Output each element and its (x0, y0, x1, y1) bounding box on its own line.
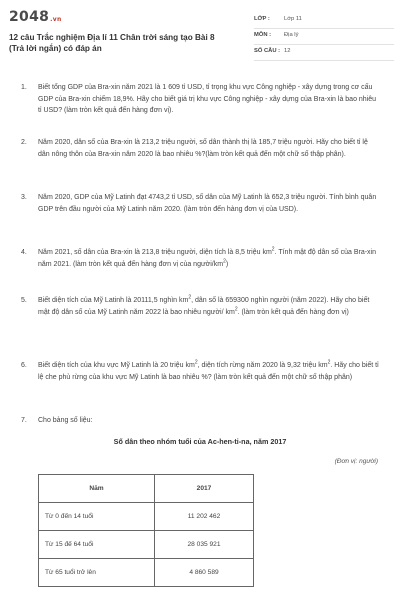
question-number: 2. (21, 139, 27, 146)
table-cell-value: 11 202 462 (155, 503, 254, 531)
meta-row-class (254, 13, 394, 29)
question-6 (21, 360, 381, 383)
meta-value: 12 (284, 48, 291, 54)
table-cell-value: 4 860 589 (155, 559, 254, 587)
question-number: 4. (21, 249, 27, 256)
question-text: Biết diện tích của Mỹ Latinh là 20111,5 nghìn $km^2$, dân số là 659300 nghìn người (năm 2022). Hãy cho biết mật độ dân số của Mỹ Latinh năm 2022 là bao nhiêu người/ $km^2$. (làm tròn kết quả đến hàng đơn vị) (38, 294, 370, 316)
question-1 (21, 82, 381, 117)
question-number: 1. (21, 84, 27, 91)
meta-value: Địa lý (284, 32, 299, 38)
table-row (39, 503, 254, 531)
table-title: Số dân theo nhóm tuổi của Ac-hen-ti-na, năm 2017 (113, 437, 287, 446)
meta-row-question-count (254, 45, 394, 61)
question-7 (21, 415, 381, 427)
table-header-cell: 2017 (155, 475, 254, 503)
table-header-row (39, 475, 254, 503)
meta-key: SỐ CÂU : (254, 48, 281, 54)
question-5 (21, 295, 381, 318)
table-header-cell: Năm (39, 475, 155, 503)
question-text: Cho bảng số liệu: (38, 417, 93, 424)
table-cell-value: 28 035 921 (155, 531, 254, 559)
meta-value: Lớp 11 (284, 16, 302, 22)
question-text: Năm 2020, dân số của Bra-xin là 213,2 triệu người, số dân thành thị là 185,7 triệu người. Hãy cho biết tỉ lệ dân nông thôn của Bra-xin năm 2020 là bao nhiêu %?(làm tròn kết quả đến một chữ số thập phân). (38, 139, 368, 158)
question-2 (21, 137, 381, 160)
document-meta (254, 13, 394, 61)
question-number: 5. (21, 297, 27, 304)
question-text: Biết diện tích của khu vực Mỹ Latinh là 20 triệu $km^2$, diện tích rừng năm 2020 là 9,32 triệu $km^2$. Hãy cho biết tỉ lệ che phủ rừng của khu vực Mỹ Latinh là bao nhiêu %? (làm tròn kết quả đến một chữ số thập phân) (38, 359, 379, 381)
question-number: 7. (21, 417, 27, 424)
table-cell-label: Từ 0 đến 14 tuổi (39, 503, 155, 531)
table-cell-label: Từ 15 đế 64 tuổi (39, 531, 155, 559)
meta-row-subject (254, 29, 394, 45)
question-text: Năm 2020, GDP của Mỹ Latinh đạt 4743,2 tỉ USD, số dân của Mỹ Latinh là 652,3 triệu người. Tính bình quân GDP trên đầu người của Mỹ Latinh năm 2020. (làm tròn đến hàng đơn vị của USD). (38, 194, 377, 213)
question-text: Năm 2021, số dân của Bra-xin là 213,8 triệu người, diện tích là 8,5 triệu $km^2$. Tính mật độ dân số của Bra-xin năm 2021. (làm tròn kết quả đến hàng đơn vị của người/$km^2$) (38, 246, 377, 268)
question-text: Biết tổng GDP của Bra-xin năm 2021 là 1 609 tỉ USD, tỉ trọng khu vực Công nghiệp - xây dựng trong cơ cấu GDP của Bra-xin chiếm 18,9%. Hãy cho biết giá trị khu vực Công nghiệp - xây dựng của Bra-xin là bao nhiêu tỉ USD? (làm tròn kết quả đến hàng đơn vị). (38, 84, 377, 115)
population-table (38, 474, 254, 587)
table-unit: (Đơn vị: người) (334, 458, 378, 465)
meta-key: LỚP : (254, 16, 270, 22)
table-cell-label: Từ 65 tuổi trở lên (39, 559, 155, 587)
question-4 (21, 247, 381, 270)
page-header (0, 0, 400, 62)
site-logo[interactable]: 2048.vn (9, 9, 62, 25)
document-title: 12 câu Trắc nghiệm Địa lí 11 Chân trời sáng tạo Bài 8 (Trả lời ngắn) có đáp án (9, 33, 215, 53)
question-3 (21, 192, 381, 215)
table-row (39, 531, 254, 559)
question-number: 3. (21, 194, 27, 201)
meta-key: MÔN : (254, 32, 272, 38)
table-row (39, 559, 254, 587)
question-number: 6. (21, 362, 27, 369)
